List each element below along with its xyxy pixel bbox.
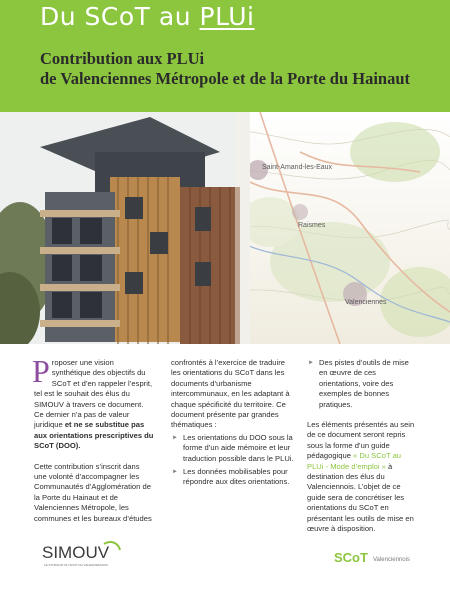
themes-list [171, 433, 296, 488]
map-label-saint-amand: Saint-Amand-les-Eaux [262, 164, 333, 171]
triangle-bullet-icon: ► [172, 434, 178, 441]
map-label-valenciennes: Valenciennes [345, 299, 387, 306]
cover-title-prefix: Du SCoT au [40, 2, 200, 31]
themes-paragraph: confrontés à l’exercice de traduire les orientations du SCoT dans les documents d’urbanisme intercommunaux, en les adaptant à chaque spécificité du territoire. Ce document présente par grandes thématiques : [171, 358, 290, 430]
building-photo [0, 112, 250, 344]
simouv-logo [40, 540, 140, 575]
intro-text: roposer une vision synthétique des objectifs du SCoT et d’en rappeler l’esprit, tel est le souhait des élus du SIMOUV à travers ce document. Ce dernier n’a pas de valeur juridique [34, 358, 153, 430]
simouv-logo-text: SIMOUV [42, 543, 110, 562]
scot-logo [334, 548, 429, 573]
header-band [0, 0, 450, 112]
subtitle-line-2: de Valenciennes Métropole et de la Porte du Hainaut [40, 69, 411, 88]
simouv-tagline: LE SYNDICAT DU SCOT DU VALENCIENNOIS [44, 563, 108, 567]
scot-logo-graphic [334, 548, 429, 568]
map-label-raismes: Raismes [298, 222, 326, 229]
list-item [171, 467, 296, 488]
drop-cap: P [32, 353, 50, 389]
intro-bold-text: et ne se substitue pas aux orientations prescriptives du SCoT (DOO). [34, 420, 154, 451]
text-column-1 [32, 353, 154, 534]
cover-title [40, 2, 255, 31]
document-subtitle [40, 49, 410, 89]
tools-list [307, 358, 417, 410]
intro-paragraph [32, 353, 154, 452]
cover-title-plui: PLUi [199, 2, 255, 31]
list-item [171, 433, 296, 464]
guide-paragraph [307, 420, 417, 534]
guide-title-highlight: « Du SCoT au PLUi - Mode d’emploi » [307, 451, 402, 471]
text-column-3 [307, 358, 417, 545]
guide-text-b: à destination des élus du Valenciennois. L’objet de ce guide sera de concrétiser les orientations du SCoT en présentant les outils de mise en œuvre à disposition. [307, 461, 414, 534]
list-item-text: Les données mobilisables pour répondre aux dites orientations. [183, 467, 290, 487]
simouv-logo-graphic [40, 540, 140, 570]
text-column-2 [171, 358, 296, 491]
contribution-paragraph: Cette contribution s’inscrit dans une volonté d’accompagner les Communautés d’Agglomération de la Porte du Hainaut et de Valenciennes Métropole, les communes et les bureaux d’études [34, 461, 152, 523]
guide-text-a: Les éléments présentés au sein de ce document seront repris sous la forme d’un guide pédagogique [307, 420, 415, 461]
subtitle-line-1: Contribution aux PLUi [40, 49, 205, 68]
list-item-text: Les orientations du DOO sous la forme d’un aide mémoire et leur traduction possible dans le PLUi. [183, 432, 294, 463]
triangle-bullet-icon: ► [308, 360, 314, 366]
list-item [307, 358, 417, 410]
list-item-text: Des pistes d’outils de mise en œuvre de ces orientations, voire des exemples de bonnes pratiques. [319, 358, 409, 409]
triangle-bullet-icon: ► [172, 469, 178, 476]
scot-logo-text: SCoT [334, 550, 368, 565]
scot-logo-subtext: Valenciennois [373, 557, 410, 563]
cover-illustration [0, 112, 450, 344]
